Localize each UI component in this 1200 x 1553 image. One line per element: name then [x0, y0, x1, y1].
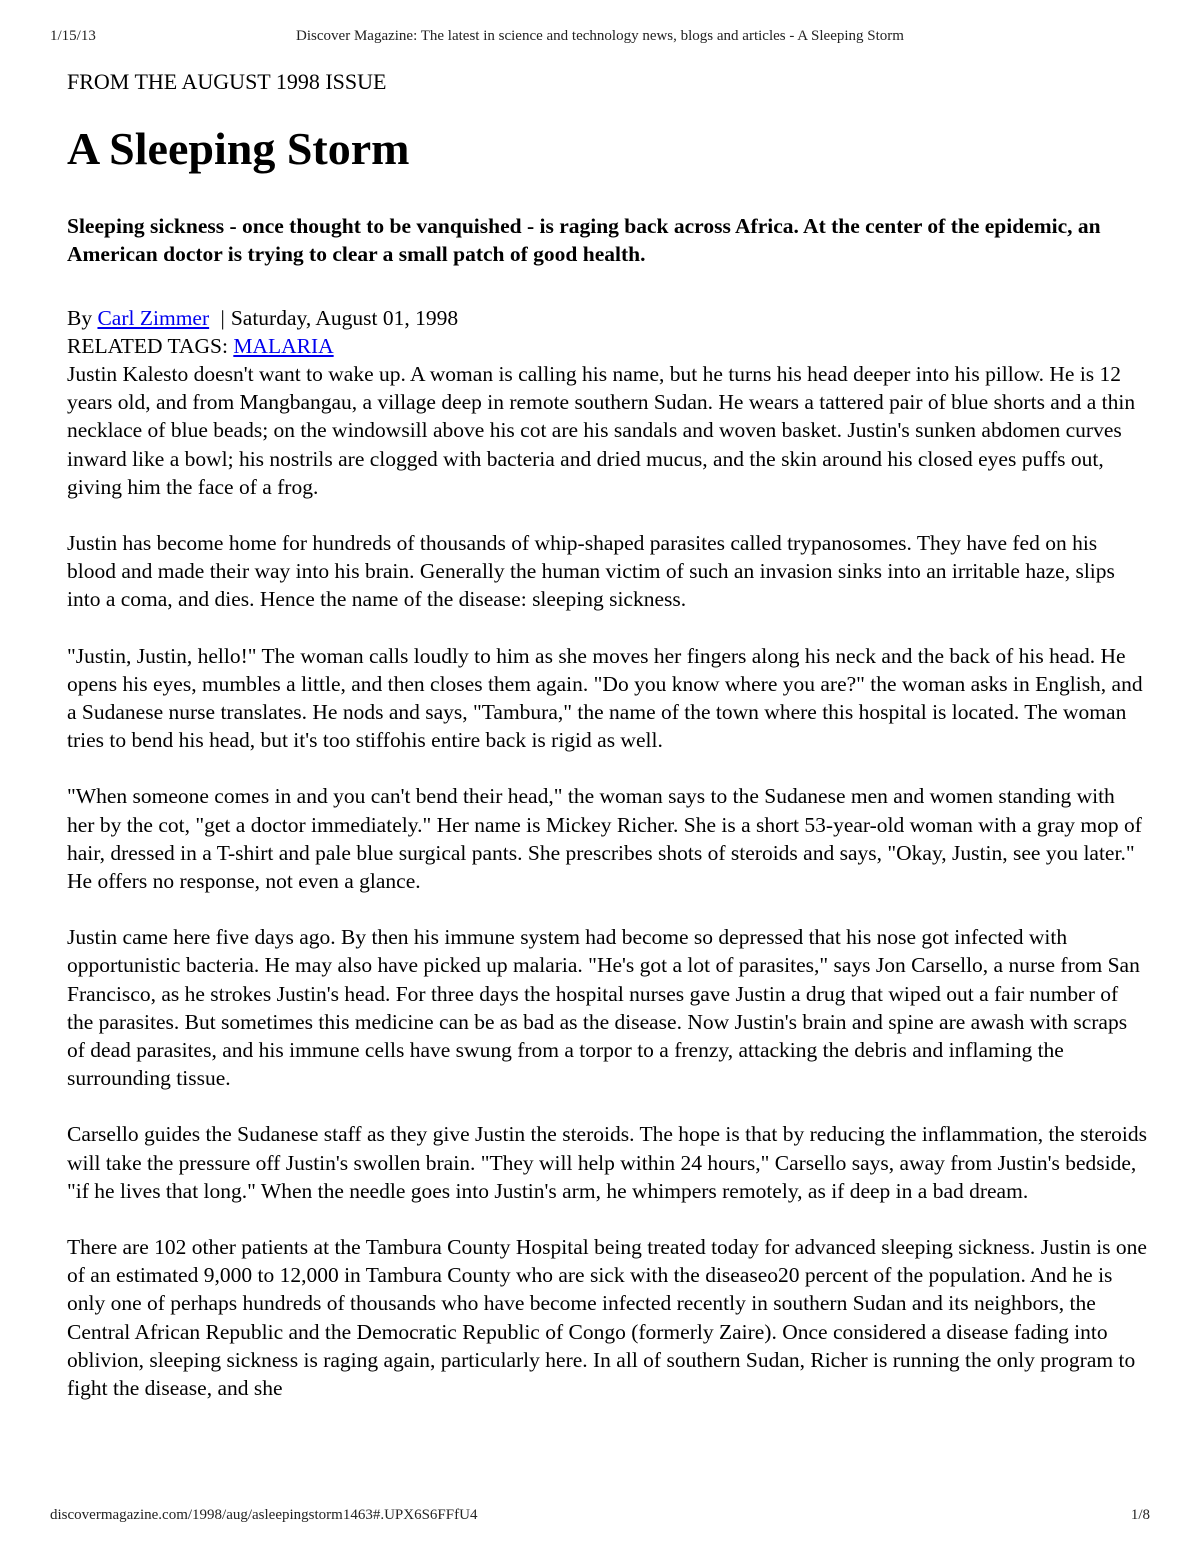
print-date: 1/15/13	[50, 28, 96, 44]
publish-date: Saturday, August 01, 1998	[230, 306, 459, 330]
byline	[67, 304, 1147, 332]
byline-separator: |	[220, 306, 225, 330]
related-tags-label: RELATED TAGS:	[67, 334, 228, 358]
print-footer	[50, 1507, 1150, 1527]
paragraph: Carsello guides the Sudanese staff as they give Justin the steroids. The hope is that by reducing the inflammation, the steroids will take the pressure off Justin's swollen brain. "They will help within 24 hours," Carsello says, away from Justin's bedside, "if he lives that long." When the needle goes into Justin's arm, he whimpers remotely, as if deep in a bad dream.	[67, 1122, 1147, 1203]
tag-link-malaria[interactable]: MALARIA	[233, 334, 334, 358]
article-headline: A Sleeping Storm	[67, 123, 410, 174]
article-body	[67, 360, 1147, 1402]
author-link[interactable]: Carl Zimmer	[97, 306, 210, 330]
print-url: discovermagazine.com/1998/aug/asleepingstorm1463#.UPX6S6FFfU4	[50, 1507, 478, 1523]
page-number: 1/8	[1130, 1507, 1150, 1523]
issue-label: FROM THE AUGUST 1998 ISSUE	[67, 69, 387, 94]
print-header	[50, 28, 1150, 48]
paragraph: "When someone comes in and you can't bend their head," the woman says to the Sudanese men and women standing with her by the cot, "get a doctor immediately." Her name is Mickey Richer. She is a short 53-year-old woman with a gray mop of hair, dressed in a T-shirt and pale blue surgical pants. She prescribes shots of steroids and says, "Okay, Justin, see you later." He offers no response, not even a glance.	[67, 784, 1142, 894]
paragraph: "Justin, Justin, hello!" The woman calls loudly to him as she moves her fingers along his neck and the back of his head. He opens his eyes, mumbles a little, and then closes them again. "Do you know where you are?" the woman asks in English, and a Sudanese nurse translates. He nods and says, "Tambura," the name of the town where this hospital is located. The woman tries to bend his head, but it's too stiffohis entire back is rigid as well.	[67, 643, 1143, 753]
byline-prefix: By	[67, 306, 93, 330]
print-page-title: Discover Magazine: The latest in science and technology news, blogs and articles - A Sleeping Storm	[296, 28, 904, 44]
related-tags	[67, 332, 1147, 360]
article-dek: Sleeping sickness - once thought to be vanquished - is raging back across Africa. At the center of the epidemic, an American doctor is trying to clear a small patch of good health.	[67, 214, 1101, 266]
article-content	[67, 64, 1147, 1402]
paragraph: There are 102 other patients at the Tambura County Hospital being treated today for advanced sleeping sickness. Justin is one of an estimated 9,000 to 12,000 in Tambura County who are sick with the diseaseo20 percent of the population. And he is only one of perhaps hundreds of thousands who have become infected recently in southern Sudan and its neighbors, the Central African Republic and the Democratic Republic of Congo (formerly Zaire). Once considered a disease fading into oblivion, sleeping sickness is raging again, particularly here. In all of southern Sudan, Richer is running the only program to fight the disease, and she	[67, 1235, 1147, 1401]
paragraph: Justin Kalesto doesn't want to wake up. A woman is calling his name, but he turns his head deeper into his pillow. He is 12 years old, and from Mangbangau, a village deep in remote southern Sudan. He wears a tattered pair of blue shorts and a thin necklace of blue beads; on the windowsill above his cot are his sandals and woven basket. Justin's sunken abdomen curves inward like a bowl; his nostrils are clogged with bacteria and dried mucus, and the skin around his closed eyes puffs out, giving him the face of a frog.	[67, 362, 1136, 499]
paragraph: Justin has become home for hundreds of thousands of whip-shaped parasites called trypanosomes. They have fed on his blood and made their way into his brain. Generally the human victim of such an invasion sinks into an irritable haze, slips into a coma, and dies. Hence the name of the disease: sleeping sickness.	[67, 531, 1115, 612]
paragraph: Justin came here five days ago. By then his immune system had become so depressed that his nose got infected with opportunistic bacteria. He may also have picked up malaria. "He's got a lot of parasites," says Jon Carsello, a nurse from San Francisco, as he strokes Justin's head. For three days the hospital nurses gave Justin a drug that wiped out a fair number of the parasites. But sometimes this medicine can be as bad as the disease. Now Justin's brain and spine are awash with scraps of dead parasites, and his immune cells have swung from a torpor to a frenzy, attacking the debris and inflaming the surrounding tissue.	[67, 925, 1140, 1091]
